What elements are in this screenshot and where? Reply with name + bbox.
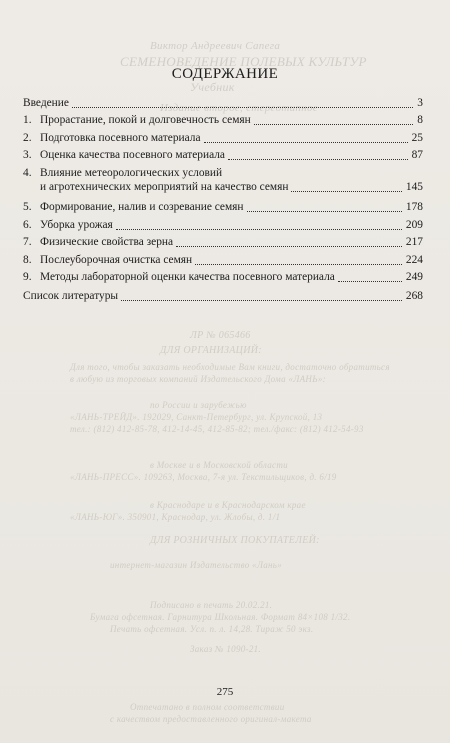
- toc-entry: [23, 253, 423, 267]
- toc-entry-title: Прорастание, покой и долговечность семян: [40, 114, 251, 126]
- toc-entry: [23, 218, 423, 232]
- toc-entry-page: 178: [405, 201, 423, 213]
- toc-entry: [23, 131, 423, 145]
- toc-entry: [23, 270, 423, 284]
- toc-entry-page: 209: [405, 219, 423, 231]
- toc-entry-number: 2.: [23, 132, 32, 144]
- book-page: Виктор Андреевич Сапега СЕМЕНОВЕДЕНИЕ ПОЛЕВЫХ КУЛЬТУР Учебник Издание второе, стереотипное ЛР № 065466 ДЛЯ ОРГАНИЗАЦИЙ: Для того, чтобы заказать необходимые Вам книги, достаточно обратиться в любую из торговых компаний Издательского Дома «ЛАНЬ»: по России и зарубежью «ЛАНЬ-ТРЕЙД». 192029, Санкт-Петербург, ул. Крупской, 13 тел.: (812) 412-85-78, 412-14-45, 412-85-82; тел./факс: (812) 412-54-93 в Москве и в Московской области «ЛАНЬ-ПРЕСС». 109263, Москва, 7-я ул. Текстильщиков, д. 6/19 в Краснодаре и в Краснодарском крае «ЛАНЬ-ЮГ». 350901, Краснодар, ул. Жлобы, д. 1/1 ДЛЯ РОЗНИЧНЫХ ПОКУПАТЕЛЕЙ: интернет-магазин Издательство «Лань» Подписано в печать 20.02.21. Бумага офсетная. Гарнитура Школьная. Формат 84×108 1/32. Печать офсетная. Усл. п. л. 14,28. Тираж 50 экз. Заказ № 1090-21. Отпечатано в полном соответствии с качеством предоставленного оригинал-макета СОДЕРЖАНИЕ Введение 3 1. Прорастание, покой и долговечность семян 8 2. Подготовка посевного материала 25 3. Оценка качества посевного материала 87 4. Влияние метеорологических условий и агротехнических мероприятий на качество семян 145 5. Формирование, налив и созревание семян 178 6. Уборка урожая 209 7. Физические свойства зерна 217 8. Послеуборочная очистка семян 224 9. Методы лабораторной оценки качества посевного материала 249 Список литературы 268 275: [0, 0, 450, 743]
- toc-entry-title: Введение: [23, 97, 69, 109]
- toc-entry: [23, 113, 423, 127]
- toc-entry-page: 25: [411, 132, 423, 144]
- dot-leader: [176, 245, 402, 247]
- toc-entry-page: 268: [405, 290, 423, 302]
- toc-entry-title: Список литературы: [23, 290, 119, 302]
- toc-entry-title: Физические свойства зерна: [40, 236, 174, 248]
- dot-leader: [195, 263, 402, 265]
- toc-entry-page: 8: [417, 114, 423, 126]
- toc-entry-page: 217: [405, 236, 423, 248]
- toc-entry-title-cont: и агротехнических мероприятий на качество семян: [40, 181, 289, 193]
- toc-entry: [23, 96, 423, 110]
- dot-leader: [72, 106, 413, 108]
- toc-entry-number: 5.: [23, 201, 32, 213]
- toc-entry-page: 249: [405, 271, 423, 283]
- toc-entry: [23, 289, 423, 303]
- toc-entry-page: 3: [417, 97, 423, 109]
- dot-leader: [338, 280, 402, 282]
- toc-entry-number: 8.: [23, 254, 32, 266]
- toc-entry-number: 1.: [23, 114, 32, 126]
- toc-entry-title: Уборка урожая: [40, 219, 113, 231]
- toc-entry-title: Формирование, налив и созревание семян: [40, 201, 244, 213]
- toc-entry-title: Методы лабораторной оценки качества посевного материала: [40, 271, 335, 283]
- toc-entry-number: 4.: [23, 167, 32, 179]
- dot-leader: [228, 158, 408, 160]
- toc-entry: [23, 166, 423, 194]
- toc-entry-title: Подготовка посевного материала: [40, 132, 201, 144]
- toc-entry: [23, 148, 423, 162]
- toc-entry-number: 3.: [23, 149, 32, 161]
- dot-leader: [291, 190, 401, 192]
- dot-leader: [121, 299, 402, 301]
- dot-leader: [254, 123, 414, 125]
- toc-entry-number: 7.: [23, 236, 32, 248]
- dot-leader: [247, 210, 402, 212]
- toc-entry-title: Оценка качества посевного материала: [40, 149, 225, 161]
- toc-entry-page: 145: [405, 181, 423, 193]
- toc-entry-title: Влияние метеорологических условий: [40, 167, 223, 179]
- toc-entry-page: 87: [411, 149, 423, 161]
- toc-title: СОДЕРЖАНИЕ: [171, 66, 279, 82]
- toc-entry-page: 224: [405, 254, 423, 266]
- toc-entry: [23, 200, 423, 214]
- toc-entry: [23, 235, 423, 249]
- toc-entry-title: Послеуборочная очистка семян: [40, 254, 193, 266]
- page-number: 275: [216, 686, 234, 698]
- toc-entry-number: 6.: [23, 219, 32, 231]
- dot-leader: [204, 141, 408, 143]
- toc-entry-number: 9.: [23, 271, 32, 283]
- dot-leader: [116, 228, 402, 230]
